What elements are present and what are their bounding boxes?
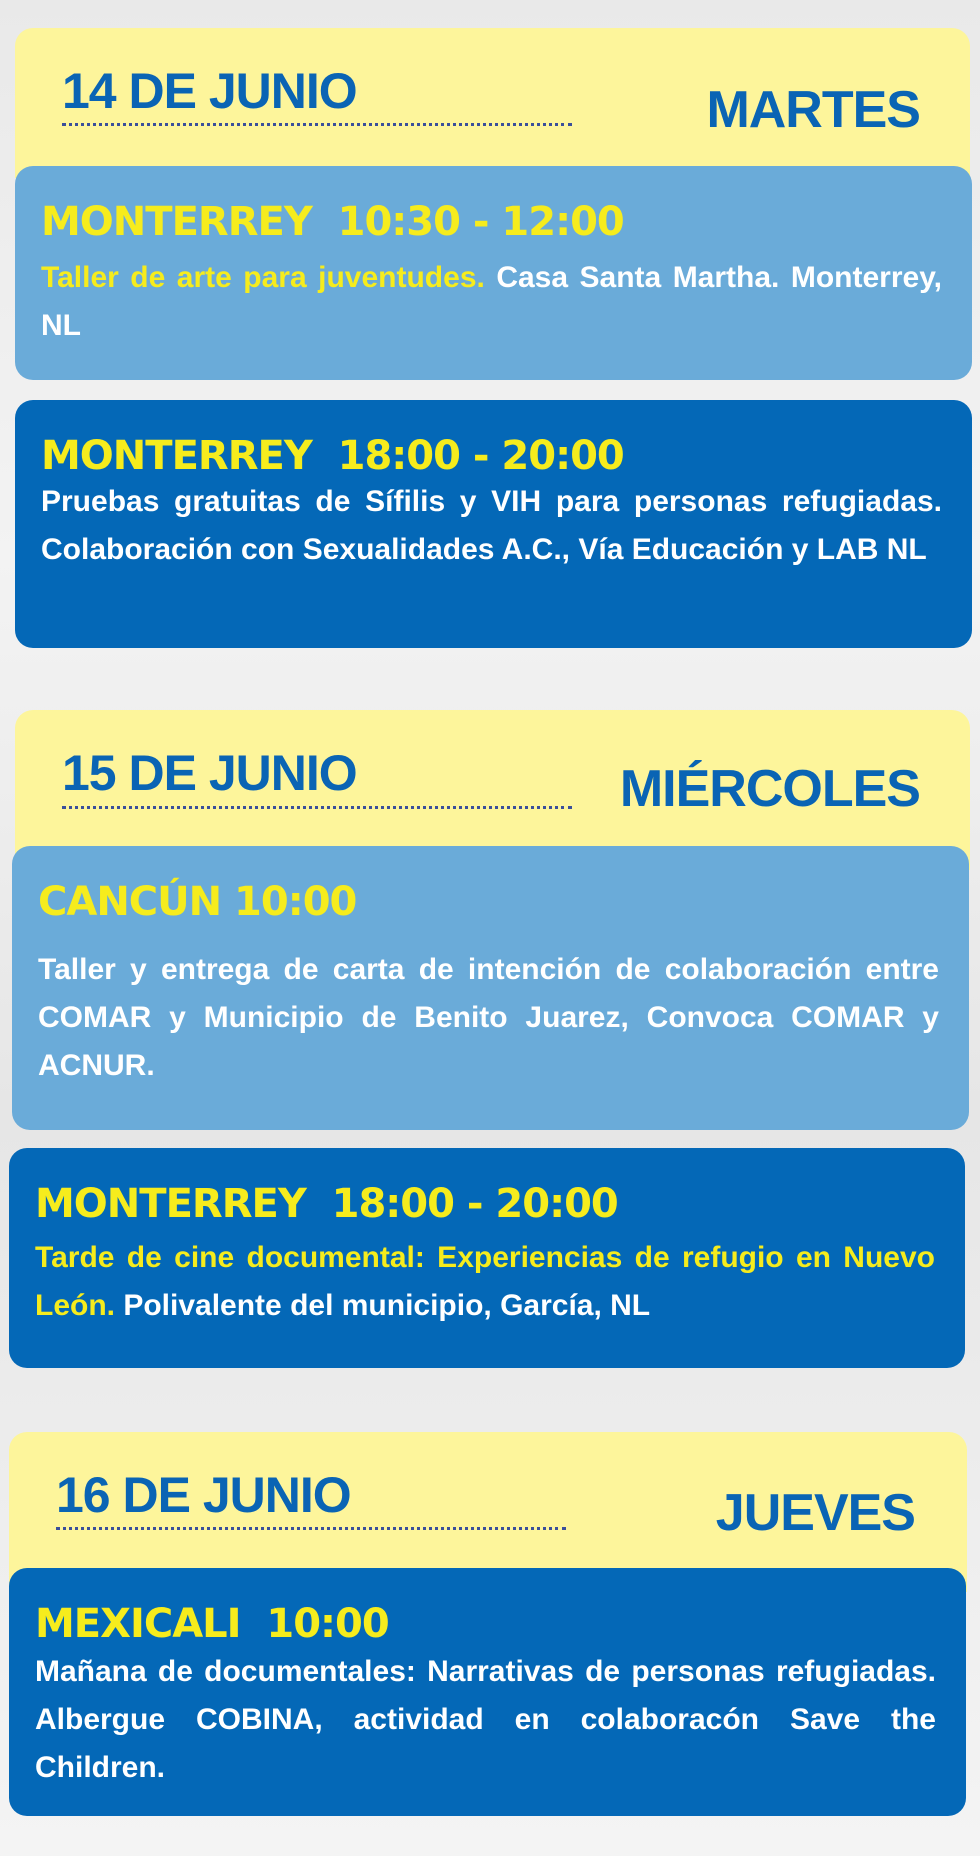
event-card <box>12 846 969 1130</box>
weekday-heading: MIÉRCOLES <box>619 760 920 818</box>
weekday-heading: JUEVES <box>715 1484 915 1542</box>
event-highlight: Taller de arte para juventudes. <box>41 261 485 294</box>
date-heading: 15 DE JUNIO <box>62 745 357 801</box>
event-card <box>15 400 972 648</box>
date-underline <box>62 123 572 126</box>
event-highlight: Tarde de cine documental: Experiencias de refugio en Nuevo León. <box>35 1241 935 1322</box>
date-underline <box>56 1527 566 1530</box>
event-card <box>9 1148 965 1368</box>
event-card <box>15 166 972 380</box>
event-text: Polivalente del municipio, García, NL <box>115 1289 651 1322</box>
event-description <box>41 254 942 350</box>
event-description <box>38 946 939 1090</box>
event-text: Pruebas gratuitas de Sífilis y VIH para personas refugiadas. Colaboración con Sexualidades A.C., Vía Educación y LAB NL <box>41 485 942 566</box>
event-title: MONTERREY 18:00 - 20:00 <box>41 433 624 479</box>
date-heading: 16 DE JUNIO <box>56 1467 351 1523</box>
event-title: MONTERREY 10:30 - 12:00 <box>41 199 624 245</box>
event-text: Taller y entrega de carta de intención de colaboración entre COMAR y Municipio de Benito Juarez, Convoca COMAR y ACNUR. <box>38 953 939 1082</box>
event-card <box>9 1568 966 1816</box>
event-text: Mañana de documentales: Narrativas de personas refugiadas. Albergue COBINA, actividad en colaboracón Save the Children. <box>35 1655 936 1784</box>
event-title: MEXICALI 10:00 <box>35 1601 389 1647</box>
date-heading: 14 DE JUNIO <box>62 63 357 119</box>
event-title: CANCÚN 10:00 <box>38 879 357 925</box>
weekday-heading: MARTES <box>706 81 920 139</box>
date-underline <box>62 806 572 809</box>
event-title: MONTERREY 18:00 - 20:00 <box>35 1181 618 1227</box>
event-description <box>41 478 942 574</box>
event-description <box>35 1648 936 1792</box>
event-text: Casa Santa Martha. Monterrey, NL <box>41 261 942 342</box>
event-description <box>35 1234 935 1330</box>
